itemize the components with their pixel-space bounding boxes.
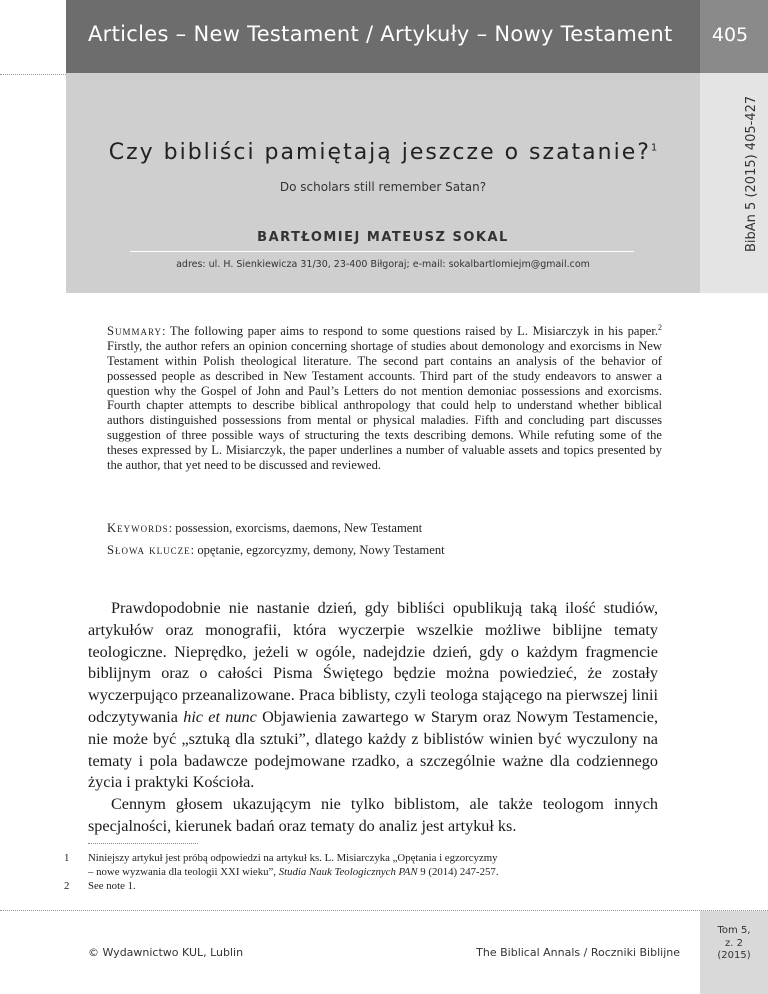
title-footnote-mark[interactable]: 1 [650,142,658,154]
slowa-klucze-label: Słowa klucze [107,543,191,557]
article-title [66,140,700,165]
author-address: adres: ul. H. Sienkiewicza 31/30, 23-400 Biłgoraj; e-mail: sokalbartlomiejm@gmail.com [176,259,590,270]
keywords-label: Keywords [107,521,169,535]
footnote-1-journal: Studia Nauk Teologicznych PAN [278,866,418,878]
page-number: 405 [711,24,749,46]
volume-line-3: (2015) [717,950,751,961]
summary: Summary: The following paper aims to respond to some questions raised by L. Misiarczyk in his paper.$^2$ Firstly, the author refers an opinion concerning shortage of studies about demonology and exorcisms in New Testament within Polish theological literature. The second part contains an analysis of the behavior of possessed people as described in New Testament accounts. Third part of the study endeavors to answer a question why the Gospel of John and Paul’s Letters do not mention demoniac possessions and exorcisms. Fourth chapter attempts to describe biblical anthropology that could help to understand whether biblical authors distinguished possessions from mental or physical maladies. Fifth and concluding part discusses suggestion of three possible ways of structuring the texts describing demons. While refuting some of the theses expressed by L. Misiarczyk, the paper underlines a number of valuable assets and topics presented by the author, that yet need to be discussed and reviewed. [107,323,663,472]
author-name: BARTŁOMIEJ MATEUSZ SOKAL [257,230,509,245]
body-text [88,598,658,838]
summary-text-b: Firstly, the author refers an opinion concerning shortage of studies about demonology and exorcisms in New Testament within Polish theological literature. The second part contains an analysis of the behavior of possessed people as described in New Testament accounts. Third part of the study endeavors to answer a question why the Gospel of John and Paul’s Letters do not mention demoniac possessions and exorcisms. Fourth chapter attempts to describe biblical anthropology that could help to understand whether biblical authors distinguished possessions from mental or physical maladies. Fifth and concluding part discusses suggestion of three possible ways of structuring the texts describing demons. While refuting some of the theses expressed by L. Misiarczyk, the paper underlines a number of valuable assets and topics presented by the author, that yet need to be discussed and reviewed. [107,339,662,472]
footnote-1-text-c: 9 (2014) 247-257. [417,866,499,878]
footnote-rule [88,843,198,844]
body-paragraph-2: Cennym głosem ukazującym nie tylko biblistom, ale także teologom innych specjalności, kierunek badań oraz tematy do analiz jest artykuł ks. [88,795,658,835]
article-title-text: Czy bibliści pamiętają jeszcze o szatanie? [108,140,651,165]
volume-line-1: Tom 5, [717,925,751,936]
footnote-1-text-b: – nowe wyzwania dla teologii XXI wieku”, [88,866,279,878]
summary-footnote-mark[interactable]: 2 [658,323,663,332]
body-p1-em: hic et nunc [183,707,257,726]
publisher: © Wydawnictwo KUL, Lublin [88,946,244,959]
summary-label: Summary [107,324,163,339]
footnote-1-text-a: Niniejszy artykuł jest próbą odpowiedzi na artykuł ks. L. Misiarczyka „Opętania i egzorcyzmy [88,852,498,864]
body-p1-b: Objawienia zawartego w Starym oraz Nowym Testamencie, nie może być „sztuką dla sztuki”, dlatego każdy z biblistów winien być wyczulony na tematy i pola badawcze podejmowane rzadko, a szczególnie ważne dla codziennego życia i praktyki Kościoła. [88,707,658,792]
summary-text-a: The following paper aims to respond to some questions raised by L. Misiarczyk in his paper. [169,324,659,339]
body-paragraph-1 [88,598,658,794]
volume-line-2: z. 2 [725,937,743,949]
footnote-2 [64,879,664,893]
keywords-text: possession, exorcisms, daemons, New Testament [175,521,423,535]
footnote-1 [64,851,664,879]
slowa-klucze: Słowa klucze: opętanie, egzorcyzmy, demony, Nowy Testament [107,543,445,557]
volume-info [700,925,768,963]
footnote-2-number: 2 [64,880,70,892]
body-p1-a: Prawdopodobnie nie nastanie dzień, gdy bibliści opublikują taką ilość studiów, artykułów oraz monografii, która wyczerpie wszelkie możliwe biblijne tematy teologiczne. Nieprędko, jeżeli w ogóle, nadejdzie dzień, gdy o każdym fragmencie biblijnym oraz o całości Pisma Świętego będzie można powiedzieć, że zostały wyczerpująco przeanalizowane. Praca biblisty, czyli teologa stającego na pierwszej linii odczytywania [88,599,658,726]
author-rule [130,251,634,252]
running-header: Articles – New Testament / Artykuły – Nowy Testament [88,22,673,46]
slowa-klucze-text: opętanie, egzorcyzmy, demony, Nowy Testament [197,543,445,557]
side-citation: BibAn 5 (2015) 405-427 [744,95,759,252]
article-subtitle: Do scholars still remember Satan? [279,180,487,194]
footnote-2-text: See note 1. [88,880,136,892]
footnote-1-number: 1 [64,852,70,864]
journal-name: The Biblical Annals / Roczniki Biblijne [476,946,680,959]
footer-divider [0,910,768,911]
keywords: Keywords: possession, exorcisms, daemons, New Testament [107,521,423,535]
